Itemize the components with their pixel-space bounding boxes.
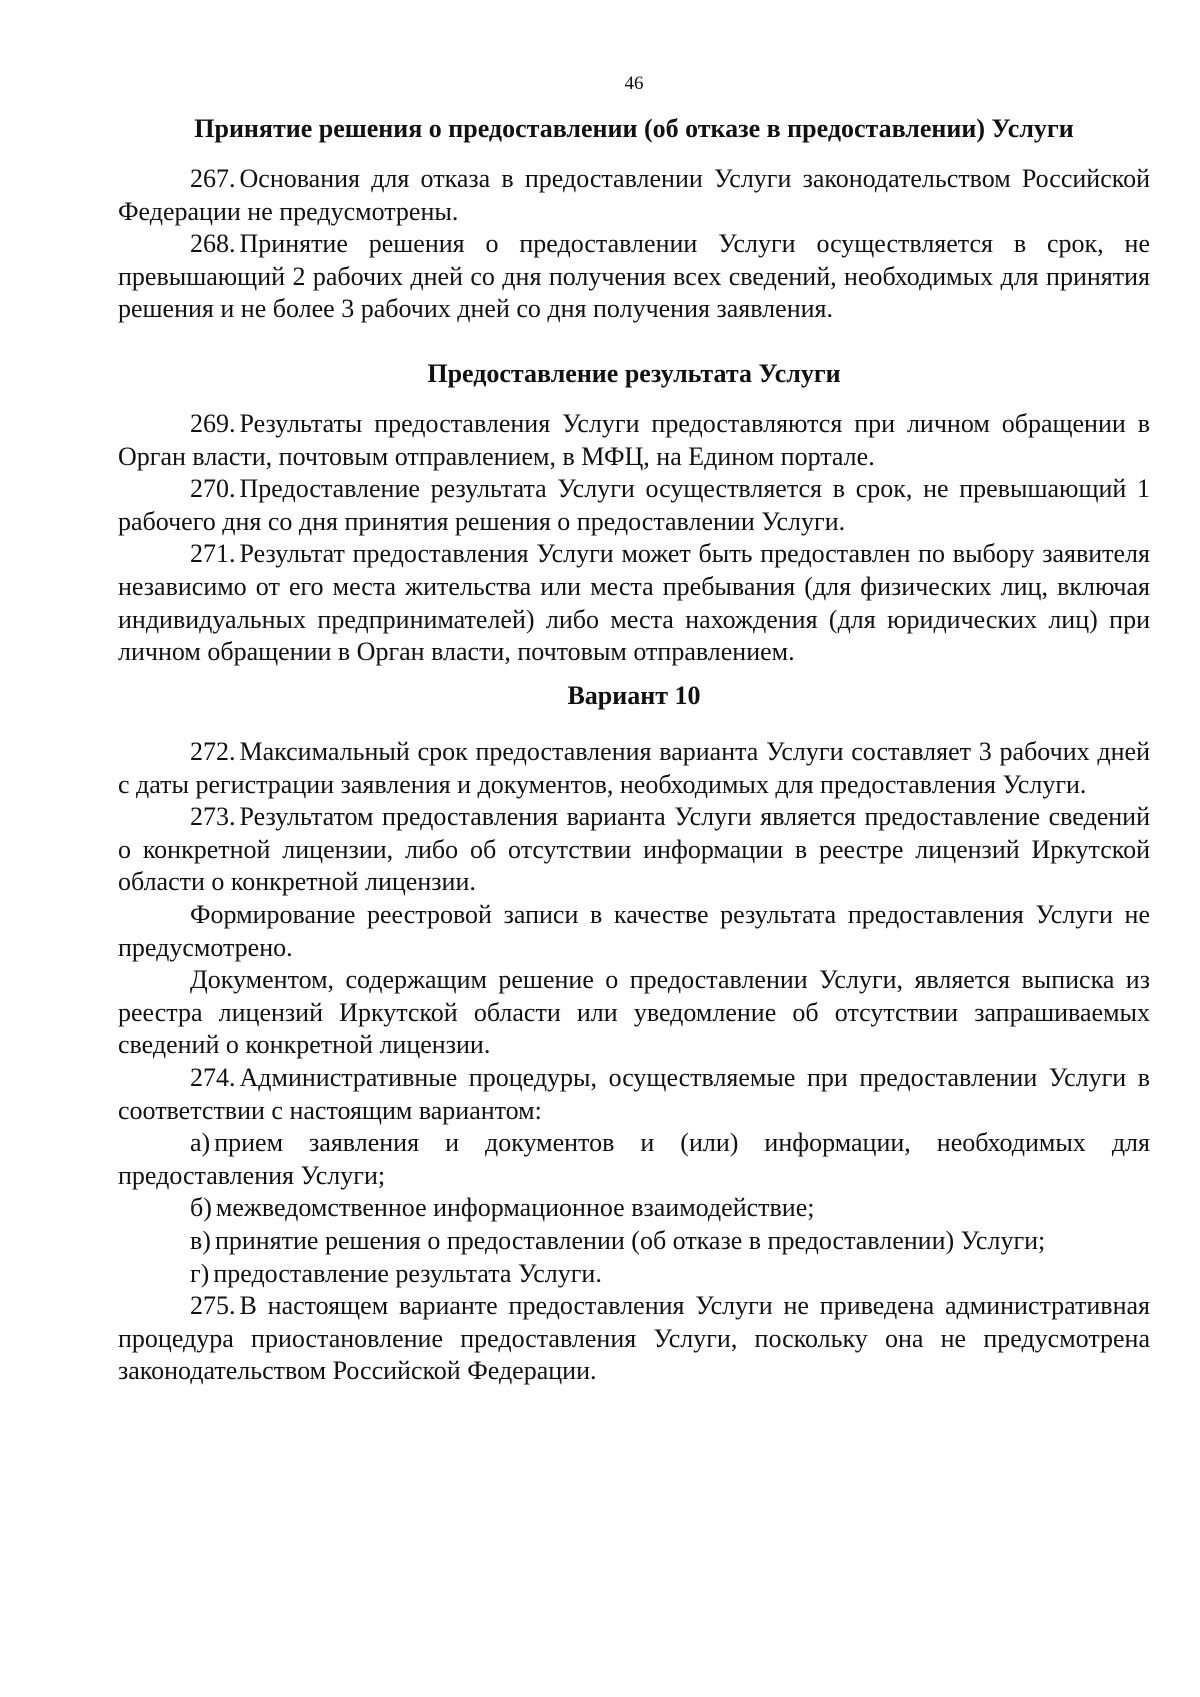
paragraph-registry-record: Формирование реестровой записи в качестве результата предоставления Услуги не предусмотрено. bbox=[118, 899, 1150, 962]
paragraph-270: 270. Предоставление результата Услуги осуществляется в срок, не превышающий 1 рабочего дня со дня принятия решения о предоставлении Услуги. bbox=[118, 474, 1150, 536]
section-heading-variant-10: Вариант 10 bbox=[567, 681, 701, 710]
list-item-v: в) принятие решения о предоставлении (об отказе в предоставлении) Услуги; bbox=[190, 1225, 1046, 1255]
paragraph-269: 269. Результаты предоставления Услуги предоставляются при личном обращении в Орган власти, почтовым отправлением, в МФЦ, на Едином портале. bbox=[118, 409, 1150, 471]
paragraph-273: 273. Результатом предоставления варианта Услуги является предоставление сведений о конкретной лицензии, либо об отсутствии информации в реестре лицензий Иркутской области о конкретной лицензии. bbox=[118, 802, 1150, 897]
section-body-decision bbox=[118, 163, 1150, 326]
list-item-a: а) прием заявления и документов и (или) информации, необходимых для предоставления Услуги; bbox=[118, 1128, 1150, 1190]
paragraph-275: 275. В настоящем варианте предоставления Услуги не приведена административная процедура приостановление предоставления Услуги, поскольку она не предусмотрена законодательством Российской Федерации. bbox=[118, 1291, 1150, 1386]
paragraph-272: 272. Максимальный срок предоставления варианта Услуги составляет 3 рабочих дней с даты регистрации заявления и документов, необходимых для предоставления Услуги. bbox=[118, 737, 1150, 799]
section-heading-result: Предоставление результата Услуги bbox=[427, 359, 841, 388]
paragraph-decision-document: Документом, содержащим решение о предоставлении Услуги, является выписка из реестра лицензий Иркутской области или уведомление об отсутствии запрашиваемых сведений о конкретной лицензии. bbox=[118, 965, 1150, 1060]
section-heading-decision: Принятие решения о предоставлении (об отказе в предоставлении) Услуги bbox=[194, 114, 1074, 143]
section-body-variant-10 bbox=[118, 736, 1150, 1388]
paragraph-271: 271. Результат предоставления Услуги может быть предоставлен по выбору заявителя независимо от его места жительства или места пребывания (для физических лиц, включая индивидуальных предпринимателей) либо места нахождения (для юридических лиц) при личном обращении в Орган власти, почтовым отправлением. bbox=[118, 539, 1150, 667]
list-item-g: г) предоставление результата Услуги. bbox=[190, 1258, 602, 1288]
paragraph-274: 274. Административные процедуры, осуществляемые при предоставлении Услуги в соответствии с настоящим вариантом: bbox=[118, 1062, 1150, 1125]
paragraph-267: 267. Основания для отказа в предоставлении Услуги законодательством Российской Федерации не предусмотрены. bbox=[118, 164, 1150, 226]
section-body-result bbox=[118, 408, 1150, 669]
page-number: 46 bbox=[624, 73, 644, 94]
paragraph-268: 268. Принятие решения о предоставлении Услуги осуществляется в срок, не превышающий 2 рабочих дней со дня получения всех сведений, необходимых для принятия решения и не более 3 рабочих дней со дня получения заявления. bbox=[118, 229, 1150, 324]
list-item-b: б) межведомственное информационное взаимодействие; bbox=[190, 1193, 815, 1223]
